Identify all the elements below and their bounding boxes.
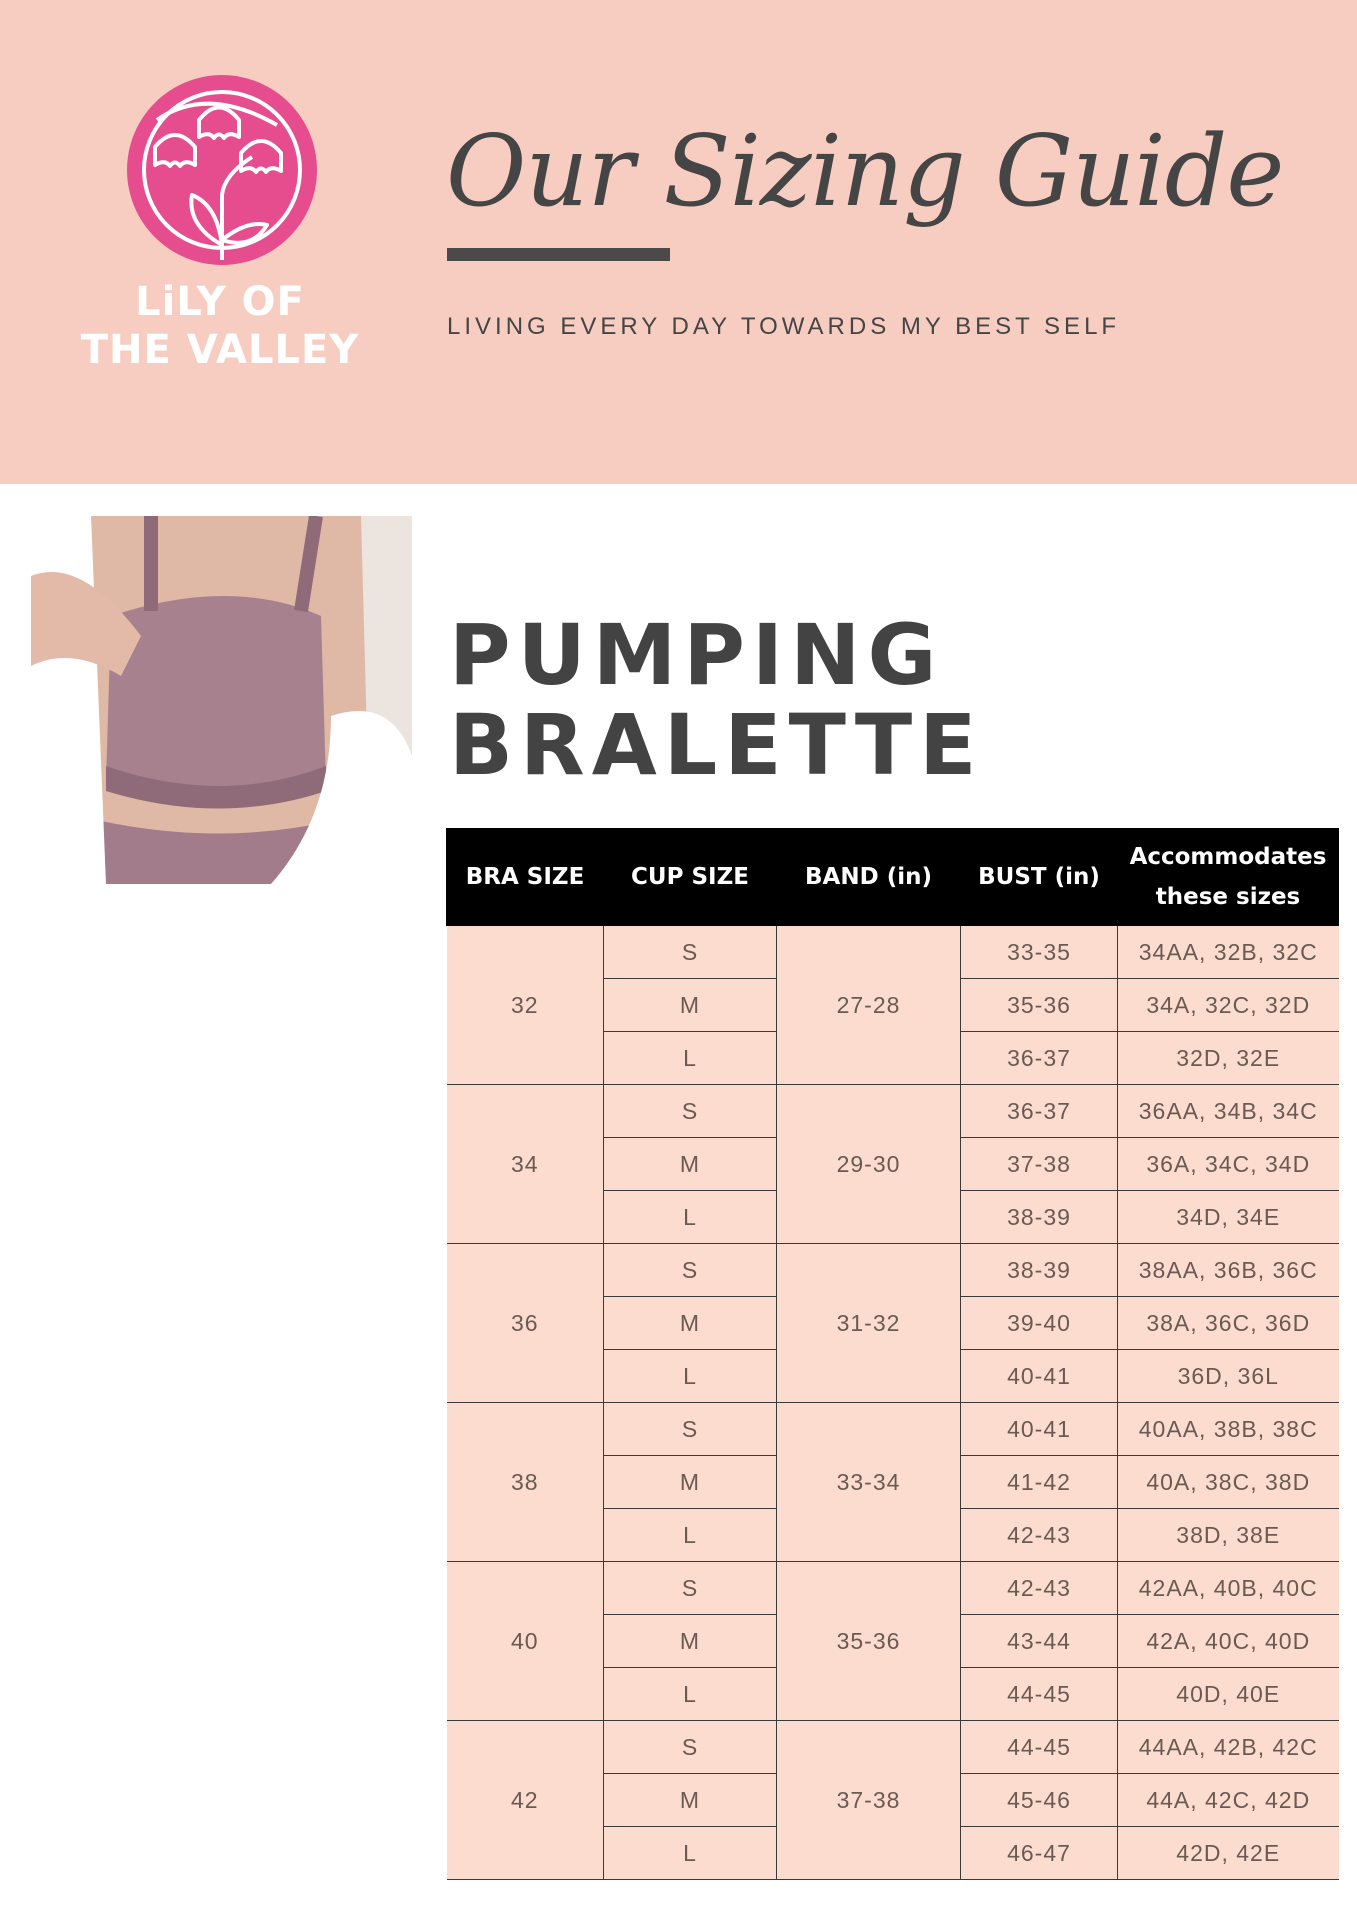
cup-size-cell: S: [604, 1403, 777, 1456]
header-bra-size: BRA SIZE: [447, 829, 604, 926]
bra-size-cell: 38: [447, 1403, 604, 1562]
bust-cell: 44-45: [961, 1668, 1118, 1721]
bust-cell: 43-44: [961, 1615, 1118, 1668]
product-name: [449, 606, 984, 794]
band-cell: 37-38: [777, 1721, 961, 1880]
table-row: [447, 1721, 1339, 1774]
fits-cell: 42AA, 40B, 40C: [1118, 1562, 1339, 1615]
size-table: [446, 828, 1339, 1880]
brand-logo: [80, 72, 360, 372]
bust-cell: 44-45: [961, 1721, 1118, 1774]
cup-size-cell: M: [604, 1456, 777, 1509]
band-cell: 33-34: [777, 1403, 961, 1562]
header-accommodates-line2: these sizes: [1155, 884, 1301, 910]
bust-cell: 36-37: [961, 1032, 1118, 1085]
cup-size-cell: M: [604, 1774, 777, 1827]
bust-cell: 37-38: [961, 1138, 1118, 1191]
fits-cell: 34D, 34E: [1118, 1191, 1339, 1244]
product-photo: [31, 516, 412, 884]
bra-size-cell: 40: [447, 1562, 604, 1721]
cup-size-cell: M: [604, 1297, 777, 1350]
fits-cell: 44AA, 42B, 42C: [1118, 1721, 1339, 1774]
table-row: [447, 1085, 1339, 1138]
fits-cell: 40D, 40E: [1118, 1668, 1339, 1721]
header-banner: [0, 0, 1357, 484]
cup-size-cell: L: [604, 1032, 777, 1085]
table-row: [447, 1403, 1339, 1456]
band-cell: 35-36: [777, 1562, 961, 1721]
bust-cell: 42-43: [961, 1562, 1118, 1615]
lily-of-the-valley-flower-icon: [127, 75, 317, 265]
tagline: LIVING EVERY DAY TOWARDS MY BEST SELF: [447, 313, 1121, 340]
bust-cell: 33-35: [961, 926, 1118, 979]
bust-cell: 40-41: [961, 1403, 1118, 1456]
cup-size-cell: L: [604, 1191, 777, 1244]
bust-cell: 36-37: [961, 1085, 1118, 1138]
bust-cell: 38-39: [961, 1191, 1118, 1244]
bust-cell: 38-39: [961, 1244, 1118, 1297]
fits-cell: 40A, 38C, 38D: [1118, 1456, 1339, 1509]
page-title: Our Sizing Guide: [446, 115, 1284, 229]
fits-cell: 38D, 38E: [1118, 1509, 1339, 1562]
bra-size-cell: 36: [447, 1244, 604, 1403]
header-bust: BUST (in): [961, 829, 1118, 926]
bra-size-cell: 42: [447, 1721, 604, 1880]
bust-cell: 40-41: [961, 1350, 1118, 1403]
header-accommodates-line1: Accommodates: [1129, 844, 1327, 870]
fits-cell: 36D, 36L: [1118, 1350, 1339, 1403]
cup-size-cell: S: [604, 1721, 777, 1774]
header-band: BAND (in): [777, 829, 961, 926]
fits-cell: 42D, 42E: [1118, 1827, 1339, 1880]
fits-cell: 44A, 42C, 42D: [1118, 1774, 1339, 1827]
fits-cell: 38AA, 36B, 36C: [1118, 1244, 1339, 1297]
brand-name-line1: LiLY OF: [135, 279, 305, 325]
cup-size-cell: S: [604, 1085, 777, 1138]
cup-size-cell: S: [604, 1562, 777, 1615]
band-cell: 29-30: [777, 1085, 961, 1244]
fits-cell: 40AA, 38B, 38C: [1118, 1403, 1339, 1456]
bust-cell: 39-40: [961, 1297, 1118, 1350]
product-name-line2: BRALETTE: [449, 696, 984, 794]
table-row: [447, 1244, 1339, 1297]
band-cell: 31-32: [777, 1244, 961, 1403]
table-row: [447, 926, 1339, 979]
bust-cell: 35-36: [961, 979, 1118, 1032]
header-accommodates: [1118, 829, 1339, 926]
cup-size-cell: M: [604, 1138, 777, 1191]
table-row: [447, 1562, 1339, 1615]
fits-cell: 34AA, 32B, 32C: [1118, 926, 1339, 979]
fits-cell: 42A, 40C, 40D: [1118, 1615, 1339, 1668]
fits-cell: 36A, 34C, 34D: [1118, 1138, 1339, 1191]
fits-cell: 36AA, 34B, 34C: [1118, 1085, 1339, 1138]
fits-cell: 34A, 32C, 32D: [1118, 979, 1339, 1032]
bust-cell: 41-42: [961, 1456, 1118, 1509]
cup-size-cell: L: [604, 1509, 777, 1562]
cup-size-cell: L: [604, 1668, 777, 1721]
product-name-line1: PUMPING: [449, 606, 944, 704]
band-cell: 27-28: [777, 926, 961, 1085]
bust-cell: 46-47: [961, 1827, 1118, 1880]
cup-size-cell: M: [604, 979, 777, 1032]
title-underline: [447, 248, 670, 261]
cup-size-cell: L: [604, 1827, 777, 1880]
bra-size-cell: 34: [447, 1085, 604, 1244]
bra-size-cell: 32: [447, 926, 604, 1085]
fits-cell: 32D, 32E: [1118, 1032, 1339, 1085]
cup-size-cell: M: [604, 1615, 777, 1668]
cup-size-cell: L: [604, 1350, 777, 1403]
cup-size-cell: S: [604, 1244, 777, 1297]
cup-size-cell: S: [604, 926, 777, 979]
header-cup-size: CUP SIZE: [604, 829, 777, 926]
bust-cell: 45-46: [961, 1774, 1118, 1827]
bust-cell: 42-43: [961, 1509, 1118, 1562]
table-header-row: [447, 829, 1339, 926]
brand-name-line2: THE VALLEY: [80, 327, 360, 373]
fits-cell: 38A, 36C, 36D: [1118, 1297, 1339, 1350]
